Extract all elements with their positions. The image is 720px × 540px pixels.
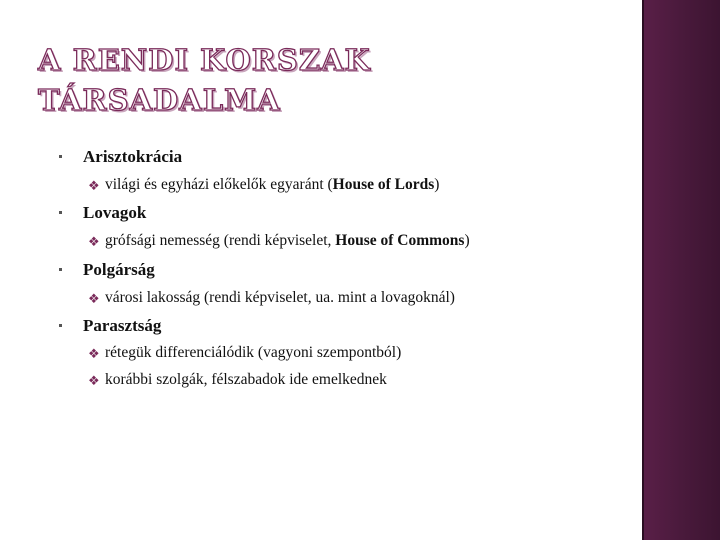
section-heading: Parasztság (83, 316, 162, 335)
bullet-dot-icon (59, 211, 62, 214)
section-heading: Polgárság (83, 260, 155, 279)
title-line-2: TÁRSADALMA (38, 83, 281, 117)
list-item-text: városi lakosság (rendi képviselet, ua. mint a lovagoknál) (105, 289, 455, 306)
hollow-diamond-bullet-icon: ❖ (88, 179, 100, 194)
bullet-dot-icon (59, 268, 62, 271)
list-item-text: rétegük differenciálódik (vagyoni szempontból) (105, 344, 402, 361)
title-line-1: A RENDI KORSZAK (38, 43, 371, 77)
bullet-dot-icon (59, 155, 62, 158)
hollow-diamond-bullet-icon: ❖ (88, 292, 100, 307)
list-item-text: világi és egyházi előkelők egyaránt (House of Lords) (105, 176, 440, 193)
list-item-text: grófsági nemesség (rendi képviselet, House of Commons) (105, 232, 470, 249)
list-item-text: korábbi szolgák, félszabadok ide emelkednek (105, 371, 387, 388)
decorative-side-bar (642, 0, 720, 540)
bullet-dot-icon (59, 324, 62, 327)
section-heading: Arisztokrácia (83, 147, 183, 166)
hollow-diamond-bullet-icon: ❖ (88, 235, 100, 250)
hollow-diamond-bullet-icon: ❖ (88, 374, 100, 389)
section-heading: Lovagok (83, 203, 147, 222)
hollow-diamond-bullet-icon: ❖ (88, 347, 100, 362)
slide-title (38, 40, 371, 120)
